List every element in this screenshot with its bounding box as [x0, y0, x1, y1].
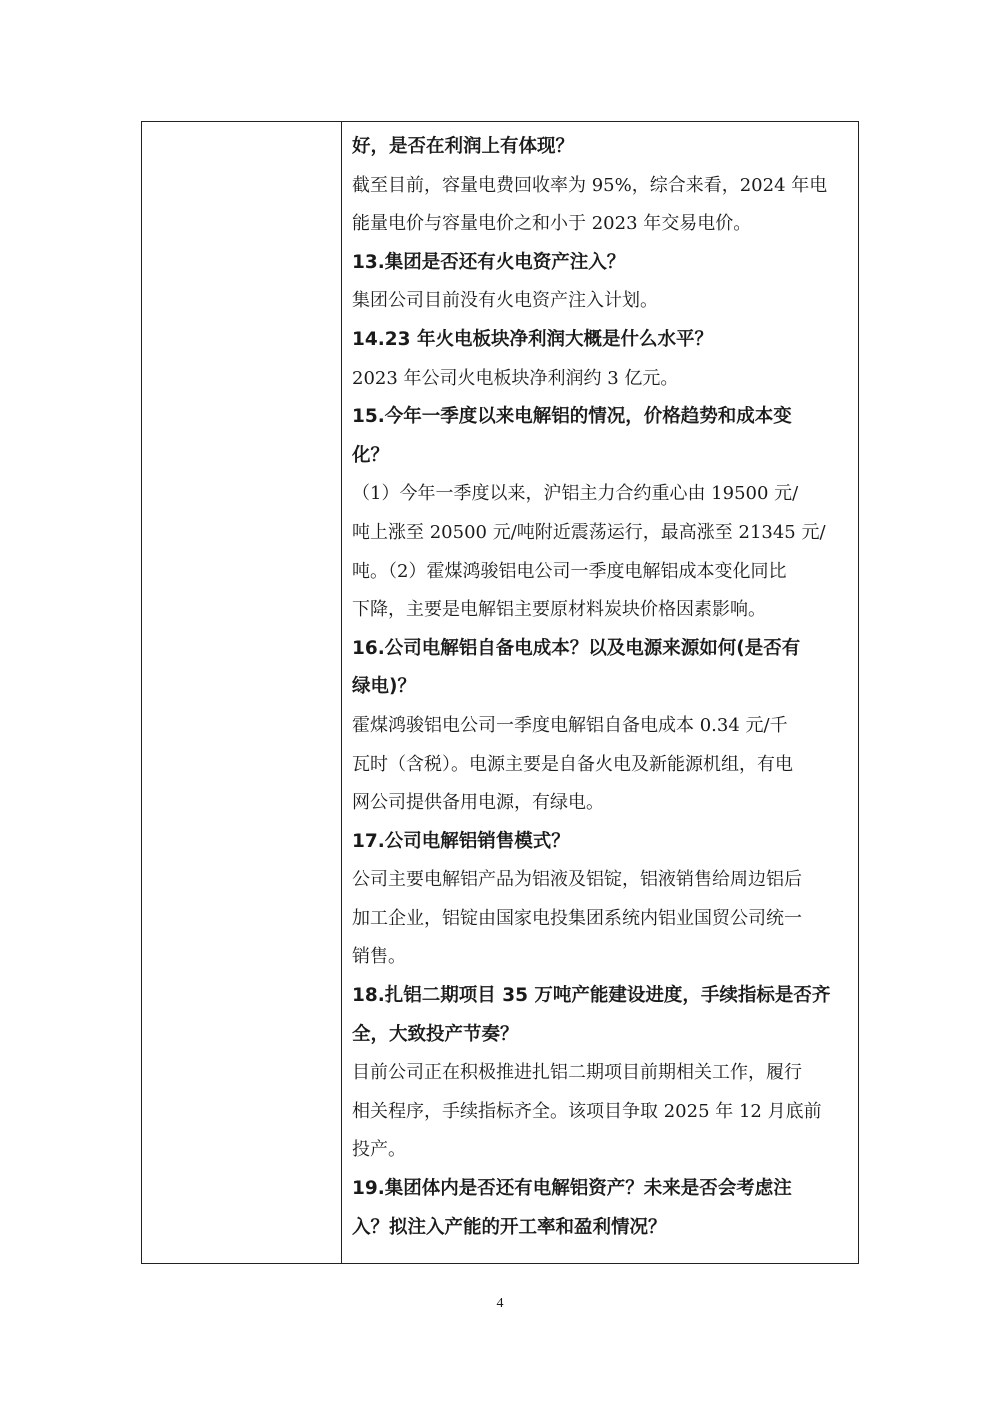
question-line: 13.集团是否还有火电资产注入？ — [352, 251, 626, 273]
answer-line: 销售。 — [352, 946, 406, 968]
answer-line: 能量电价与容量电价之和小于 2023 年交易电价。 — [352, 213, 752, 235]
answer-line: 瓦时（含税）。电源主要是自备火电及新能源机组，有电 — [352, 753, 793, 775]
table-content-column — [342, 122, 858, 1263]
answer-line: 2023 年公司火电板块净利润约 3 亿元。 — [352, 367, 679, 389]
answer-line: 相关程序，手续指标齐全。该项目争取 2025 年 12 月底前 — [352, 1100, 822, 1122]
answer-line: 吨上涨至 20500 元/吨附近震荡运行，最高涨至 21345 元/ — [352, 521, 826, 543]
answer-line: 霍煤鸿骏铝电公司一季度电解铝自备电成本 0.34 元/千 — [352, 714, 788, 736]
page-number: 4 — [496, 1296, 504, 1311]
question-line: 18.扎铝二期项目 35 万吨产能建设进度，手续指标是否齐 — [352, 985, 831, 1007]
table-left-column — [142, 122, 342, 1263]
answer-line: 集团公司目前没有火电资产注入计划。 — [352, 290, 658, 312]
question-line: 14.23 年火电板块净利润大概是什么水平？ — [352, 328, 713, 350]
question-line: 化？ — [352, 444, 390, 466]
answer-line: 目前公司正在积极推进扎铝二期项目前期相关工作，履行 — [352, 1062, 802, 1084]
question-line: 全，大致投产节奏？ — [352, 1023, 519, 1045]
answer-line: 下降，主要是电解铝主要原材料炭块价格因素影响。 — [352, 599, 766, 621]
answer-line: 截至目前，容量电费回收率为 95%，综合来看，2024 年电 — [352, 174, 828, 196]
answer-line: 加工企业，铝锭由国家电投集团系统内铝业国贸公司统一 — [352, 907, 802, 929]
answer-line: 投产。 — [352, 1139, 406, 1161]
qa-table — [141, 121, 859, 1264]
question-line: 15.今年一季度以来电解铝的情况，价格趋势和成本变 — [352, 406, 792, 428]
question-line: 16.公司电解铝自备电成本？以及电源来源如何(是否有 — [352, 637, 801, 659]
question-line: 入？拟注入产能的开工率和盈利情况？ — [352, 1216, 667, 1238]
answer-line: （1）今年一季度以来，沪铝主力合约重心由 19500 元/ — [352, 483, 799, 505]
answer-line: 公司主要电解铝产品为铝液及铝锭，铝液销售给周边铝后 — [352, 869, 802, 891]
question-line: 绿电)？ — [352, 676, 416, 698]
question-line: 19.集团体内是否还有电解铝资产？未来是否会考虑注 — [352, 1178, 792, 1200]
question-line: 好，是否在利润上有体现？ — [352, 136, 575, 157]
answer-line: 吨。（2）霍煤鸿骏铝电公司一季度电解铝成本变化同比 — [352, 560, 787, 582]
answer-line: 网公司提供备用电源，有绿电。 — [352, 792, 604, 814]
question-line: 17.公司电解铝销售模式？ — [352, 830, 570, 852]
